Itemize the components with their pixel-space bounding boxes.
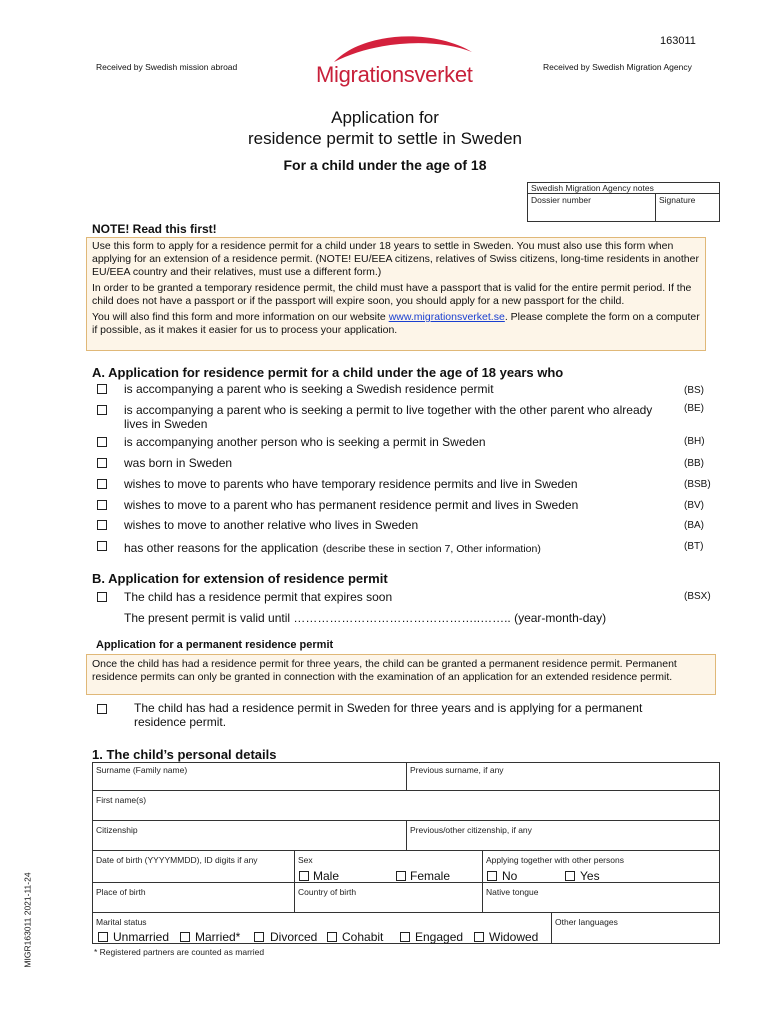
checkbox-widowed[interactable] (474, 932, 484, 942)
title-line2: residence permit to settle in Sweden (247, 129, 523, 148)
logo-swoosh-icon (312, 30, 484, 64)
checkbox-bv[interactable] (97, 500, 107, 510)
permanent-heading: Application for a permanent residence permit (96, 639, 334, 651)
engaged-label: Engaged (415, 930, 464, 944)
checkbox-bsb[interactable] (97, 479, 107, 489)
checkbox-ba[interactable] (97, 520, 107, 530)
first-names-label: First name(s) (96, 795, 147, 805)
code-bsx: (BSX) (684, 591, 711, 602)
prev-surname-field[interactable] (407, 776, 719, 789)
checkbox-bs[interactable] (97, 384, 107, 394)
permanent-option-label: The child has had a residence permit in Sweden for three years and is applying for a permanent residence permit. (134, 701, 643, 729)
registered-partners-footnote: * Registered partners are counted as married (94, 947, 265, 957)
code-bt: (BT) (684, 541, 704, 552)
note-paragraph-3: You will also find this form and more information on our website www.migrationsverket.se. Please complete the form on a computer if possible, as it makes it easier for us to process your application. (92, 311, 700, 336)
male-label: Male (313, 869, 340, 883)
other-languages-field[interactable] (552, 928, 719, 943)
code-bv: (BV) (684, 500, 704, 511)
section-b-heading: B. Application for extension of residence permit (92, 571, 388, 586)
place-of-birth-label: Place of birth (96, 887, 146, 897)
option-bsb-label: wishes to move to parents who have temporary residence permits and live in Sweden (124, 477, 578, 491)
code-bb: (BB) (684, 458, 704, 469)
prev-citizenship-field[interactable] (407, 836, 719, 849)
checkbox-male[interactable] (299, 871, 309, 881)
checkbox-divorced[interactable] (254, 932, 264, 942)
option-bs-label: is accompanying a parent who is seeking a Swedish residence permit (124, 382, 494, 396)
logo-text: Migrationsverket (316, 62, 473, 87)
permanent-note-box (86, 654, 716, 695)
signature-label: Signature (659, 195, 696, 205)
sex-label: Sex (298, 855, 313, 865)
note-box (86, 237, 706, 351)
section-a-heading: A. Application for residence permit for a child under the age of 18 years who (92, 365, 564, 380)
checkbox-bb[interactable] (97, 458, 107, 468)
note-paragraph-2: In order to be granted a temporary residence permit, the child must have a passport that is valid for the entire permit period. If the child does not have a passport or if the passport will expire soon, you should apply for a new passport for the child. (92, 282, 692, 307)
note-heading: NOTE! Read this first! (92, 222, 217, 236)
option-bv-label: wishes to move to a parent who has permanent residence permit and lives in Sweden (124, 498, 579, 512)
unmarried-label: Unmarried (113, 930, 170, 944)
checkbox-bt[interactable] (97, 541, 107, 551)
surname-label: Surname (Family name) (96, 765, 188, 775)
option-bt-extra: (describe these in section 7, Other information) (322, 543, 541, 555)
migrationsverket-logo (312, 30, 484, 90)
received-by-mission-label: Received by Swedish mission abroad (96, 62, 238, 72)
code-bh: (BH) (684, 436, 705, 447)
checkbox-female[interactable] (396, 871, 406, 881)
country-of-birth-field[interactable] (295, 898, 481, 911)
checkbox-cohabit[interactable] (327, 932, 337, 942)
country-of-birth-label: Country of birth (298, 887, 357, 897)
checkbox-married[interactable] (180, 932, 190, 942)
website-link[interactable]: www.migrationsverket.se (388, 311, 505, 323)
option-bsx-label: The child has a residence permit that expires soon (124, 590, 393, 604)
marital-status-label: Marital status (96, 917, 147, 927)
checkbox-be[interactable] (97, 405, 107, 415)
subtitle: For a child under the age of 18 (283, 157, 487, 173)
place-of-birth-field[interactable] (93, 898, 293, 911)
widowed-label: Widowed (489, 930, 539, 944)
permanent-note-text: Once the child has had a residence permit for three years, the child can be granted a permanent residence permit. Permanent residence permits can only be granted in connection with the examination of an application for an extended residence permit. (92, 658, 677, 683)
note-paragraph-1: Use this form to apply for a residence permit for a child under 18 years to settle in Sweden. You must also use this form when applying for an extension of a residence permit. (NOTE! EU/EEA citizens, relatives of Swiss citizens, long-time residents in another EU/EEA country and their relatives, must use a different form.) (92, 240, 699, 278)
dob-label: Date of birth (YYYYMMDD), ID digits if any (96, 855, 258, 865)
title-line1: Application for (331, 108, 439, 127)
permit-valid-until: The present permit is valid until ………………………………………..…….. (year-month-day) (124, 611, 607, 625)
option-be-label: is accompanying a parent who is seeking a permit to live together with the other parent who already lives in Sweden (124, 403, 653, 431)
dob-field[interactable] (93, 866, 293, 881)
yes-label: Yes (580, 869, 600, 883)
checkbox-engaged[interactable] (400, 932, 410, 942)
cohabit-label: Cohabit (342, 930, 384, 944)
checkbox-yes[interactable] (565, 871, 575, 881)
surname-field[interactable] (93, 776, 405, 789)
code-bsb: (BSB) (684, 479, 711, 490)
married-label: Married* (195, 930, 241, 944)
applying-together-label: Applying together with other persons (486, 855, 624, 865)
first-names-field[interactable] (93, 806, 719, 819)
prev-citizenship-label: Previous/other citizenship, if any (410, 825, 532, 835)
native-tongue-label: Native tongue (486, 887, 539, 897)
checkbox-permanent[interactable] (97, 704, 107, 714)
dossier-number-label: Dossier number (531, 195, 591, 205)
checkbox-unmarried[interactable] (98, 932, 108, 942)
code-bs: (BS) (684, 385, 704, 396)
female-label: Female (410, 869, 451, 883)
option-ba-label: wishes to move to another relative who lives in Sweden (124, 518, 419, 532)
option-bt-label: has other reasons for the application (describe these in section 7, Other information) (124, 541, 541, 555)
code-be: (BE) (684, 403, 704, 414)
prev-surname-label: Previous surname, if any (410, 765, 504, 775)
side-form-code: MIGR163011 2021-11-24 (22, 872, 33, 968)
divorced-label: Divorced (270, 930, 318, 944)
checkbox-bh[interactable] (97, 437, 107, 447)
citizenship-field[interactable] (93, 836, 405, 849)
no-label: No (502, 869, 518, 883)
option-bh-label: is accompanying another person who is seeking a permit in Sweden (124, 435, 486, 449)
checkbox-no[interactable] (487, 871, 497, 881)
received-by-agency-label: Received by Swedish Migration Agency (543, 62, 692, 72)
citizenship-label: Citizenship (96, 825, 138, 835)
code-ba: (BA) (684, 520, 704, 531)
section-1-heading: 1. The child’s personal details (92, 747, 277, 762)
form-number: 163011 (660, 35, 696, 47)
other-languages-label: Other languages (555, 917, 618, 927)
checkbox-bsx[interactable] (97, 592, 107, 602)
agency-notes-header: Swedish Migration Agency notes (531, 183, 654, 193)
native-tongue-field[interactable] (483, 898, 719, 911)
option-bb-label: was born in Sweden (124, 456, 233, 470)
